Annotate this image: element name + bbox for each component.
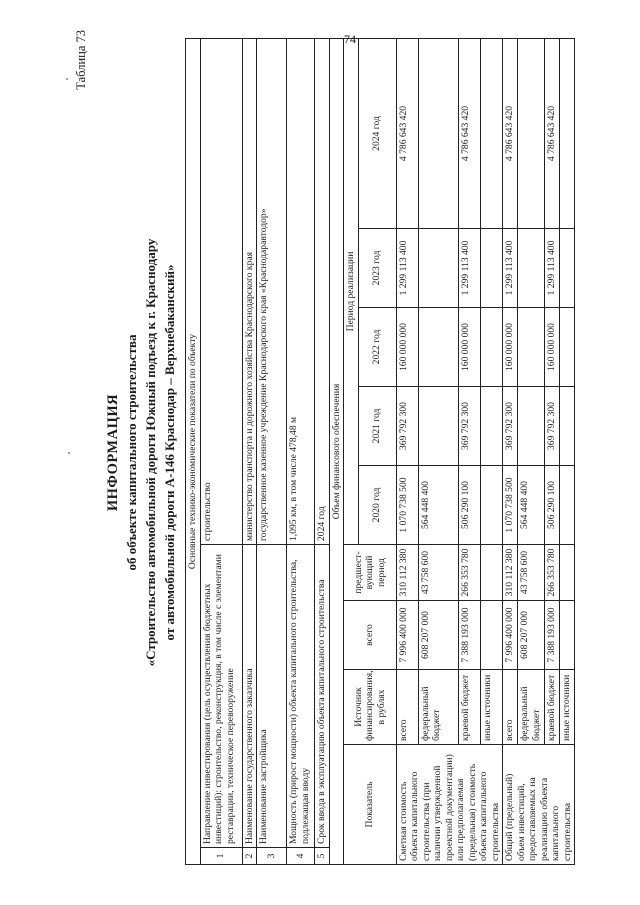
financing-row bbox=[458, 39, 480, 865]
column-header-total: всего bbox=[344, 601, 397, 670]
amount-cell bbox=[518, 387, 545, 466]
amount-cell bbox=[418, 229, 458, 308]
amount-cell: 564 448 400 bbox=[518, 466, 545, 545]
amount-cell: 1 070 738 500 bbox=[396, 466, 418, 545]
indicator-cell: Общий (предельный) объем инвестиций, предоставляемых на реализацию объекта капитального строительства bbox=[503, 745, 575, 865]
row-number: 2 bbox=[242, 848, 257, 865]
source-cell: краевой бюджет bbox=[458, 670, 480, 745]
amount-cell bbox=[559, 229, 574, 308]
amount-cell bbox=[480, 545, 502, 601]
amount-cell bbox=[418, 308, 458, 387]
column-header-year: 2020 год bbox=[358, 466, 396, 545]
financing-header-row bbox=[344, 39, 359, 865]
column-header-year: 2022 год bbox=[358, 308, 396, 387]
amount-cell bbox=[518, 229, 545, 308]
column-header-indicator: Показатель bbox=[344, 745, 397, 865]
financing-row bbox=[544, 39, 559, 865]
amount-cell bbox=[418, 387, 458, 466]
amount-cell: 4 786 643 420 bbox=[396, 39, 418, 229]
financing-row bbox=[418, 39, 458, 865]
indicator-cell: Сметная стоимость объекта капитального строительства (при наличии утвержденной проектной документации) или предполагаемая (предельная) стоимость объекта капитального строительства bbox=[396, 745, 503, 865]
amount-cell: 1 299 113 400 bbox=[503, 229, 518, 308]
amount-cell: 369 792 300 bbox=[503, 387, 518, 466]
amount-cell: 160 000 000 bbox=[503, 308, 518, 387]
amount-cell: 266 353 780 bbox=[458, 545, 480, 601]
row-value: государственное казенное учреждение Краснодарского края «Краснодаравтодор» bbox=[257, 39, 287, 545]
row-number: 4 bbox=[287, 848, 315, 865]
source-cell: иные источники bbox=[559, 670, 574, 745]
source-cell: краевой бюджет bbox=[544, 670, 559, 745]
row-label: Наименование государственного заказчика bbox=[242, 545, 257, 848]
row-value: 1,095 км, в том числе 478,48 м bbox=[287, 39, 315, 545]
amount-cell bbox=[518, 39, 545, 229]
amount-cell bbox=[480, 229, 502, 308]
amount-cell: 7 388 193 000 bbox=[544, 601, 559, 670]
document-subtitle-line2: «Строительство автомобильной дороги Южный подъезд к г. Краснодару bbox=[143, 238, 158, 667]
amount-cell: 1 299 113 400 bbox=[396, 229, 418, 308]
amount-cell: 160 000 000 bbox=[544, 308, 559, 387]
amount-cell: 4 786 643 420 bbox=[503, 39, 518, 229]
section-header-financing: Объем финансового обеспечения bbox=[329, 39, 344, 865]
amount-cell: 43 758 600 bbox=[418, 545, 458, 601]
financing-row bbox=[396, 39, 418, 865]
amount-cell bbox=[480, 308, 502, 387]
column-header-source: Источник финансирования, в рублях bbox=[344, 670, 397, 745]
source-cell: иные источники bbox=[480, 670, 502, 745]
amount-cell: 160 000 000 bbox=[396, 308, 418, 387]
source-cell: федеральный бюджет bbox=[418, 670, 458, 745]
amount-cell: 7 996 400 000 bbox=[396, 601, 418, 670]
row-number: 5 bbox=[315, 848, 330, 865]
column-header-year: 2023 год bbox=[358, 229, 396, 308]
amount-cell: 369 792 300 bbox=[396, 387, 418, 466]
document-subtitle-line3: от автомобильной дороги А-146 Краснодар – Верхнебаканский» bbox=[162, 264, 177, 641]
amount-cell: 4 786 643 420 bbox=[458, 39, 480, 229]
amount-cell: 506 290 100 bbox=[458, 466, 480, 545]
source-cell: всего bbox=[503, 670, 518, 745]
column-header-implementation-period: Период реализации bbox=[344, 39, 359, 545]
amount-cell bbox=[559, 308, 574, 387]
amount-cell: 266 353 780 bbox=[544, 545, 559, 601]
amount-cell bbox=[559, 601, 574, 670]
page-number: 74 bbox=[344, 32, 356, 46]
row-value: министерство транспорта и дорожного хозяйства Краснодарского края bbox=[242, 39, 257, 545]
table-caption: Таблица 73 bbox=[74, 30, 88, 90]
amount-cell: 564 448 400 bbox=[418, 466, 458, 545]
amount-cell: 369 792 300 bbox=[544, 387, 559, 466]
amount-cell bbox=[559, 39, 574, 229]
row-label: Мощность (прирост мощности) объекта капитального строительства, подлежащая вводу bbox=[287, 545, 315, 848]
source-cell: федеральный бюджет bbox=[518, 670, 545, 745]
amount-cell: 608 207 000 bbox=[518, 601, 545, 670]
amount-cell bbox=[480, 601, 502, 670]
row-value: строительство bbox=[200, 39, 242, 545]
amount-cell: 4 786 643 420 bbox=[544, 39, 559, 229]
amount-cell: 1 299 113 400 bbox=[458, 229, 480, 308]
amount-cell: 7 996 400 000 bbox=[503, 601, 518, 670]
column-header-year: 2021 год bbox=[358, 387, 396, 466]
table-row bbox=[287, 39, 315, 865]
source-cell: всего bbox=[396, 670, 418, 745]
financing-data bbox=[396, 39, 575, 865]
amount-cell: 310 112 380 bbox=[503, 545, 518, 601]
object-info-table bbox=[185, 38, 575, 865]
row-label: Направление инвестирования (цель осуществления бюджетных инвестиций): строительство, реконструкция, в том числе с элементами реставрации, техническое перевооружение bbox=[200, 545, 242, 848]
document-title: ИНФОРМАЦИЯ bbox=[105, 393, 121, 512]
amount-cell bbox=[480, 466, 502, 545]
amount-cell: 506 290 100 bbox=[544, 466, 559, 545]
amount-cell: 43 758 600 bbox=[518, 545, 545, 601]
amount-cell: 1 299 113 400 bbox=[544, 229, 559, 308]
section-financing bbox=[329, 39, 396, 865]
amount-cell bbox=[480, 387, 502, 466]
table-row bbox=[315, 39, 330, 865]
amount-cell bbox=[559, 545, 574, 601]
amount-cell bbox=[480, 39, 502, 229]
row-label: Наименование застройщика bbox=[257, 545, 287, 848]
section-main-indicators bbox=[186, 39, 330, 865]
financing-row bbox=[559, 39, 574, 865]
row-number: 3 bbox=[257, 848, 287, 865]
amount-cell: 160 000 000 bbox=[458, 308, 480, 387]
row-number: 1 bbox=[200, 848, 242, 865]
amount-cell bbox=[559, 387, 574, 466]
financing-row bbox=[503, 39, 518, 865]
table-row bbox=[200, 39, 242, 865]
table-row bbox=[242, 39, 257, 865]
amount-cell bbox=[418, 39, 458, 229]
column-header-previous-period: предшест-вующий период bbox=[344, 545, 397, 601]
amount-cell bbox=[518, 308, 545, 387]
column-header-year: 2024 год bbox=[358, 39, 396, 229]
amount-cell: 608 207 000 bbox=[418, 601, 458, 670]
document-subtitle-line1: об объекте капитального строительства bbox=[124, 334, 139, 571]
amount-cell bbox=[559, 466, 574, 545]
table-row bbox=[257, 39, 287, 865]
amount-cell: 7 388 193 000 bbox=[458, 601, 480, 670]
financing-row bbox=[518, 39, 545, 865]
amount-cell: 369 792 300 bbox=[458, 387, 480, 466]
amount-cell: 1 070 738 500 bbox=[503, 466, 518, 545]
section-header-indicators: Основные технико-экономические показатели по объекту bbox=[186, 39, 201, 865]
row-label: Срок ввода в эксплуатацию объекта капитального строительства bbox=[315, 545, 330, 848]
row-value: 2024 год bbox=[315, 39, 330, 545]
financing-row bbox=[480, 39, 502, 865]
amount-cell: 310 112 380 bbox=[396, 545, 418, 601]
